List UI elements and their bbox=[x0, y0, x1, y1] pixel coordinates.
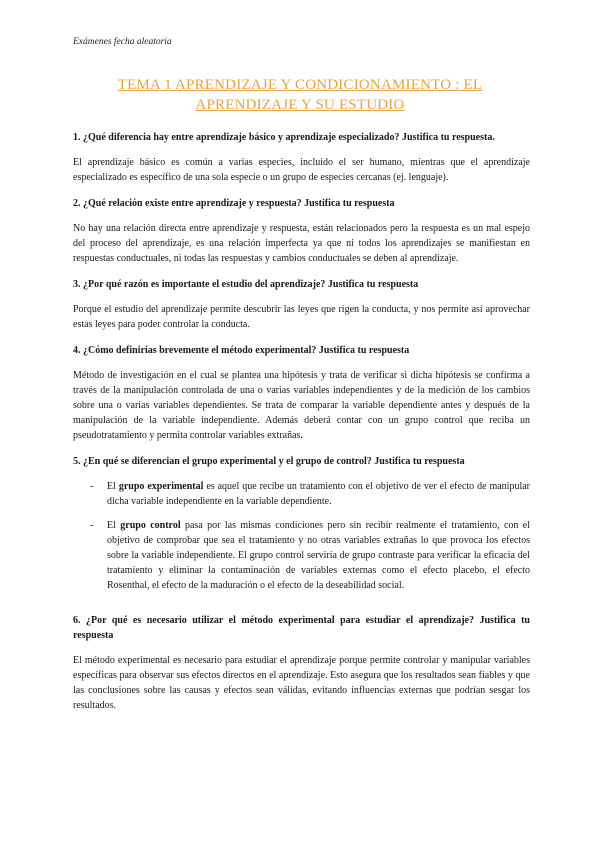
bullet-dash: - bbox=[90, 481, 94, 492]
answer-5-list bbox=[73, 479, 530, 593]
question-5: 5. ¿En qué se diferencian el grupo experimental y el grupo de control? Justifica tu respuesta bbox=[73, 456, 465, 467]
header-note: Exámenes fecha aleatoria bbox=[73, 37, 172, 47]
answer-3: Porque el estudio del aprendizaje permite descubrir las leyes que rigen la conducta, y nos permite así aprovechar estas leyes para poder controlar la conducta. bbox=[73, 304, 530, 330]
question-3: 3. ¿Por qué razón es importante el estudio del aprendizaje? Justifica tu respuesta bbox=[73, 279, 419, 290]
page-title: TEMA 1 APRENDIZAJE Y CONDICIONAMIENTO : EL APRENDIZAJE Y SU ESTUDIO bbox=[117, 77, 483, 113]
bullet-term: grupo experimental bbox=[118, 481, 204, 492]
bullet-dash: - bbox=[90, 520, 94, 531]
bullet-text: es aquel que recibe un tratamiento con el objetivo de ver el efecto de manipular dicha variable independiente en la variable dependiente. bbox=[107, 481, 531, 507]
answer-6: El método experimental es necesario para estudiar el aprendizaje porque permite controlar y manipular variables específicas para observar sus efectos directos en el aprendizaje. Esto asegura que los resultados sean fiables y que las conclusiones sobre las causas y efectos sean válidas, evitando influencias externas que podrían sesgar los resultados. bbox=[73, 655, 530, 711]
bullet-term: grupo control bbox=[120, 520, 181, 531]
list-item bbox=[73, 518, 530, 593]
question-4: 4. ¿Cómo definirías brevemente el método experimental? Justifica tu respuesta bbox=[73, 345, 410, 356]
question-2: 2. ¿Qué relación existe entre aprendizaje y respuesta? Justifica tu respuesta bbox=[73, 198, 395, 209]
document-body bbox=[73, 130, 530, 724]
answer-2: No hay una relación directa entre aprendizaje y respuesta, están relacionados pero la respuesta es un mal espejo del proceso del aprendizaje, es una relación imperfecta ya que ni todos los aprendizajes se manifiestan en respuestas conductuales, ni todas las respuestas y cambios conductuales se deben al aprendizaje. bbox=[73, 223, 530, 264]
question-6: 6. ¿Por qué es necesario utilizar el método experimental para estudiar el aprendizaje? Justifica tu respuesta bbox=[73, 615, 530, 641]
question-1: 1. ¿Qué diferencia hay entre aprendizaje básico y aprendizaje especializado? Justifica tu respuesta. bbox=[73, 132, 495, 143]
list-item bbox=[73, 479, 530, 509]
answer-1: El aprendizaje básico es común a varias especies, incluido el ser humano, mientras que el aprendizaje especializado es específico de una sola especie o un grupo de especies cercanas (ej. lenguaje). bbox=[73, 157, 530, 183]
bullet-prefix: El bbox=[107, 481, 119, 492]
answer-4: Método de investigación en el cual se plantea una hipótesis y trata de verificar si dicha hipótesis se confirma a través de la manipulación controlada de una o varias variables independientes y de la medición de los cambios sobre una o varias variables dependientes. Se trata de comparar la variable dependiente antes y después de la manipulación de la variable independiente. Además deberá contar con un grupo control que reciba un pseudotratamiento y permita controlar variables extrañas. bbox=[73, 370, 530, 441]
bullet-prefix: El bbox=[107, 520, 121, 531]
bullet-text: pasa por las mismas condiciones pero sin recibir realmente el tratamiento, con el objetivo de comprobar que sea el tratamiento y no otras variables extrañas lo que provoca los efectos sobre la variable independiente. El grupo control serviría de grupo contraste para verificar la eficacia del tratamiento y eliminar la contaminación de variables externas como el efecto placebo, el efecto Rosenthal, el efecto de la maduración o el efecto de la deseabilidad social. bbox=[107, 520, 531, 591]
